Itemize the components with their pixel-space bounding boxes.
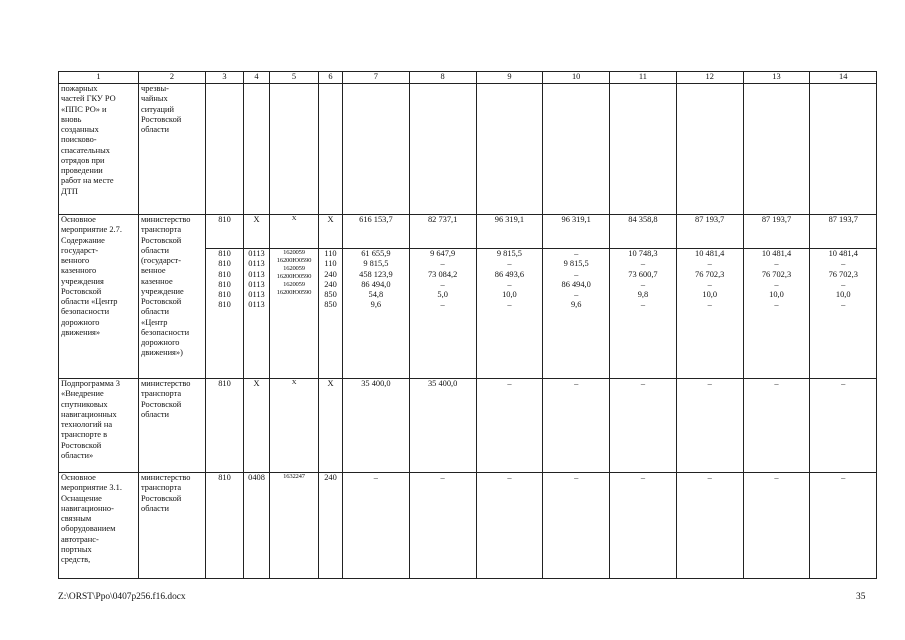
column-number: 14 [810,72,877,84]
text-line: области [141,307,169,317]
empty-cell [343,84,410,215]
text-line: дорожного [141,338,180,347]
stack-value: 76 702,3 [828,269,858,279]
program-name-cell [59,215,139,379]
value-stack-cell [343,249,410,379]
value-cell: – [476,473,543,579]
text-line: дорожного [61,317,100,327]
text-line: движения») [141,348,183,358]
stack-value: – [707,279,712,289]
text-line: области [141,409,169,419]
column-number: 10 [543,72,610,84]
text-line: Основное [61,215,96,224]
program-name-cell [59,473,139,579]
value-cell: – [610,473,677,579]
column-number: 1 [59,72,139,84]
text-line: транспорта [141,483,182,493]
column-number: 11 [610,72,677,84]
stack-value: 1620059 [283,281,305,289]
stack-value: 16200Ю0590 [276,289,312,297]
stack-value: 9 815,5 [496,249,522,258]
stack-value: 16200Ю0590 [276,257,312,265]
total-value-cell: 87 193,7 [810,215,877,249]
total-value-cell: 84 358,8 [610,215,677,249]
empty-cell [676,84,743,215]
value-cell: – [810,379,877,473]
text-line: транспорта [141,389,182,399]
text-line: навигационно- [61,503,114,513]
stack-value: 0113 [248,290,265,299]
text-line: «Центр [141,317,168,327]
text-line: области» [61,450,94,460]
text-line: казенное [141,276,173,286]
text-line: отрядов при [61,155,105,165]
stack-value: 10,0 [769,290,784,299]
text-line: венное [141,266,166,276]
table-row [59,215,877,249]
value-stack-cell [409,249,476,379]
footer-file-path: Z:\ORST\Ppo\0407p256.f16.docx [58,592,186,602]
text-line: области [141,503,169,513]
column-number: 8 [409,72,476,84]
value-cell: – [409,473,476,579]
total-value-cell: 810 [206,215,244,249]
stack-value: 1620059 [283,265,305,273]
value-cell: – [676,379,743,473]
stack-value: 0113 [248,249,265,258]
stack-value: – [841,300,846,310]
stack-value: 16200Ю0590 [276,273,312,281]
text-line: связным [61,514,92,523]
executor-cell [139,379,206,473]
text-line: мероприятие 2.7. [61,225,122,235]
value-stack-cell [676,249,743,379]
stack-value: 110 [324,249,337,258]
value-cell: 0408 [244,473,270,579]
text-line: спасательных [61,145,110,155]
stack-value: – [841,259,846,269]
empty-cell [743,84,810,215]
value-cell: – [610,379,677,473]
table-row [59,84,877,215]
stack-value: – [707,259,712,269]
empty-cell [610,84,677,215]
stack-value: – [574,249,579,258]
stack-value: 810 [218,290,231,299]
text-line: Ростовской [141,399,182,409]
executor-cell [139,215,206,379]
stack-value: 76 702,3 [695,269,725,279]
stack-value: 10 481,4 [828,249,858,258]
stack-value: 86 494,0 [361,279,391,289]
stack-value: – [640,300,646,310]
stack-value: – [774,259,779,269]
value-cell: – [743,473,810,579]
footer-page-number: 35 [856,592,866,602]
value-stack-cell [476,249,543,379]
stack-value: 9 815,5 [563,259,589,269]
stack-value: 10,0 [835,290,851,299]
text-line: созданных [61,125,99,134]
stack-value: – [574,290,579,299]
text-line: транспорта [141,225,182,235]
stack-value: – [507,279,512,289]
value-cell: Х [244,379,270,473]
value-stack-cell [743,249,810,379]
column-number: 13 [743,72,810,84]
text-line: чрезвы- [141,84,169,93]
text-line: учреждение [141,286,184,296]
value-cell: 1632247 [270,473,319,579]
stack-value: 810 [218,279,231,289]
total-value-cell: Х [244,215,270,249]
value-cell: 35 400,0 [409,379,476,473]
executor-cell [139,473,206,579]
value-cell: – [676,473,743,579]
text-line: Оснащение [61,493,102,503]
text-line: (государст- [141,256,182,265]
column-number: 2 [139,72,206,84]
stack-value: 110 [324,259,337,269]
text-line: средств, [61,555,91,564]
header-row [59,72,877,84]
text-line: мероприятие 3.1. [61,483,122,493]
text-line: министерство [141,215,191,224]
value-cell: – [476,379,543,473]
value-cell: 810 [206,473,244,579]
text-line: министерство [141,379,191,388]
stack-value: 810 [218,269,231,279]
text-line: проведении [61,166,103,175]
value-stack-cell [810,249,877,379]
total-value-cell: 87 193,7 [676,215,743,249]
empty-cell [244,84,270,215]
stack-value: 0113 [248,300,265,310]
stack-value: 458 123,9 [359,269,393,279]
budget-table [58,71,877,579]
empty-cell [476,84,543,215]
stack-value: 73 600,7 [628,269,658,279]
value-cell: Х [319,379,343,473]
total-value-cell: Х [270,215,319,249]
stack-value: 10 481,4 [695,249,725,258]
stack-value: 810 [218,249,231,258]
text-line: пожарных [61,84,98,93]
stack-value: 10,0 [702,290,718,299]
stack-value: 0113 [248,279,265,289]
empty-cell [206,84,244,215]
total-value-cell: 87 193,7 [743,215,810,249]
value-stack-cell [206,249,244,379]
total-value-cell: 82 737,1 [409,215,476,249]
stack-value: – [440,259,445,269]
column-number: 5 [270,72,319,84]
text-line: спутниковых [61,399,108,409]
stack-value: 9 647,9 [430,249,456,258]
text-line: Основное [61,473,96,482]
program-name-cell [59,84,139,215]
stack-value: 10,0 [502,290,517,299]
column-number: 4 [244,72,270,84]
stack-value: 61 655,9 [361,249,391,258]
text-line: оборудованием [61,524,116,534]
text-line: учреждения [61,276,104,286]
empty-cell [409,84,476,215]
text-line: безопасности [61,307,110,317]
empty-cell [319,84,343,215]
text-line: работ на месте [61,176,114,186]
empty-cell [270,84,319,215]
value-cell: – [810,473,877,579]
executor-cell [139,84,206,215]
text-line: ДТП [61,186,78,196]
text-line: Ростовской [141,297,182,306]
stack-value: 86 493,6 [494,269,525,279]
value-cell: 35 400,0 [343,379,410,473]
stack-value: 54,8 [368,290,384,299]
value-cell: Х [270,379,319,473]
stack-value: 10 481,4 [761,249,792,258]
text-line: «Внедрение [61,389,104,399]
text-line: навигационных [61,409,117,419]
column-number: 6 [319,72,343,84]
value-cell: 240 [319,473,343,579]
stack-value: 240 [324,279,337,289]
total-value-cell: Х [319,215,343,249]
stack-value: 9,8 [637,290,649,299]
value-stack-cell [319,249,343,379]
stack-value: – [574,269,579,279]
text-line: области [141,245,169,255]
stack-value: 850 [324,300,337,310]
stack-value: 810 [218,300,231,310]
stack-value: – [841,279,846,289]
stack-value: – [774,300,779,310]
text-line: государст- [61,245,99,255]
total-value-cell: 96 319,1 [543,215,610,249]
stack-value: 76 702,3 [761,269,792,279]
value-cell: – [543,473,610,579]
column-number: 12 [676,72,743,84]
text-line: безопасности [141,327,190,337]
text-line: министерство [141,473,191,482]
value-stack-cell [543,249,610,379]
stack-value: – [774,279,779,289]
text-line: венного [61,256,90,265]
value-cell: – [743,379,810,473]
empty-cell [543,84,610,215]
program-name-cell [59,379,139,473]
value-cell: 810 [206,379,244,473]
text-line: Ростовской [141,493,182,503]
text-line: технологий на [61,420,113,429]
text-line: Подпрограмма 3 [61,379,120,388]
value-cell: – [543,379,610,473]
stack-value: 1620059 [283,249,305,256]
text-line: автотранс- [61,534,99,544]
column-number: 3 [206,72,244,84]
stack-value: 0113 [248,269,265,279]
stack-value: 5,0 [437,290,448,299]
stack-value: – [507,259,512,269]
stack-value: – [440,279,445,289]
stack-value: 10 748,3 [628,249,658,258]
text-line: транспорте в [61,430,108,440]
stack-value: 9,6 [570,300,582,310]
stack-value: 240 [324,269,337,279]
text-line: Ростовской [141,235,182,245]
text-line: Содержание [61,235,105,245]
text-line: Ростовской [61,286,102,296]
stack-value: – [640,279,646,289]
text-line: Ростовской [61,440,102,450]
total-value-cell: 616 153,7 [343,215,410,249]
text-line: «ППС РО» и [61,104,107,114]
text-line: Ростовской [141,114,182,124]
text-line: области [141,125,169,134]
text-line: движения» [61,327,101,337]
empty-cell [810,84,877,215]
text-line: поисково- [61,135,97,145]
table-row [59,473,877,579]
stack-value: 0113 [248,259,265,269]
stack-value: 850 [324,290,337,299]
stack-value: 9 815,5 [363,259,389,269]
value-stack-cell [270,249,319,379]
text-line: чайных [141,94,168,104]
text-line: области «Центр [61,297,118,306]
total-value-cell: 96 319,1 [476,215,543,249]
stack-value: 73 084,2 [427,269,458,279]
stack-value: 810 [218,259,231,269]
stack-value: – [440,300,445,310]
text-line: вновь [61,114,82,124]
text-line: частей ГКУ РО [61,94,116,104]
stack-value: – [507,300,512,310]
table-row [59,379,877,473]
value-cell: – [343,473,410,579]
stack-value: – [640,259,646,269]
text-line: портных [61,544,92,554]
column-number: 7 [343,72,410,84]
stack-value: 9,6 [370,300,382,310]
stack-value: – [707,300,712,310]
stack-value: 86 494,0 [561,279,591,289]
text-line: ситуаций [141,104,174,114]
value-stack-cell [610,249,677,379]
column-number: 9 [476,72,543,84]
text-line: казенного [61,266,97,276]
value-stack-cell [244,249,270,379]
